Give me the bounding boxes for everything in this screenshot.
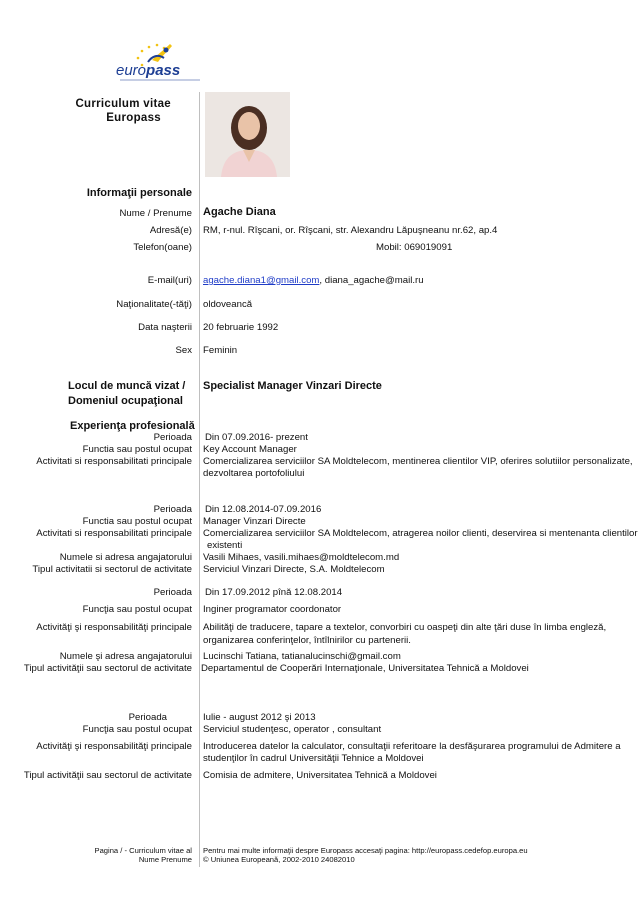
target-job-label-line2: Domeniul ocupaţional [68, 395, 183, 407]
job1-activity-label: Activitati si responsabilitati principale [36, 456, 192, 467]
job1-position-label: Functia sau postul ocupat [82, 444, 192, 455]
job4-position-label: Funcţia sau postul ocupat [82, 724, 192, 735]
job2-period: Din 12.08.2014-07.09.2016 [205, 504, 322, 515]
job3-position: Inginer programator coordonator [203, 604, 342, 615]
email-value [203, 275, 623, 286]
logo-text-euro: euro [116, 62, 147, 79]
job4-activity-label: Activităţi şi responsabilităţi principale [36, 741, 192, 752]
job4-sector: Comisia de admitere, Universitatea Tehnică a Moldovei [203, 770, 437, 781]
job2-activity-line2: existenti [207, 540, 243, 551]
section-experience: Experienţa profesională [70, 420, 195, 432]
job3-period: Din 17.09.2012 pînă 12.08.2014 [205, 587, 343, 598]
footer-right-line1: Pentru mai multe informaţii despre Europass accesaţi pagina: http://europass.cedefop.europa.eu [203, 846, 528, 855]
job4-activity-line2: studenţilor în cadrul Universităţii Tehnice a Moldovei [203, 753, 424, 764]
job4-position: Serviciul studenţesc, operator , consultant [203, 724, 382, 735]
name-label: Nume / Prenume [119, 208, 192, 219]
birth-label: Data naşterii [138, 322, 192, 333]
profile-photo [205, 92, 290, 177]
job2-sector: Serviciul Vinzari Directe, S.A. Moldtelecom [203, 564, 385, 575]
nationality-value: oldoveancă [203, 299, 253, 310]
email-link[interactable]: agache.diana1@gmail.com [203, 275, 320, 286]
job2-position-label: Functia sau postul ocupat [82, 516, 192, 527]
job1-activity-line1: Comercializarea serviciilor SA Moldtelecom, mentinerea clientilor VIP, oferires solutiilor personalizate, [203, 456, 633, 467]
footer-right-line2: © Uniunea Europeană, 2002-2010 24082010 [203, 855, 355, 864]
target-job-value: Specialist Manager Vinzari Directe [203, 380, 382, 392]
address-value: RM, r-nul. Rîşcani, or. Rîşcani, str. Alexandru Lăpuşneanu nr.62, ap.4 [203, 225, 498, 236]
job1-position: Key Account Manager [203, 444, 297, 455]
job4-period-label: Perioada [128, 712, 167, 723]
sex-label: Sex [175, 345, 192, 356]
logo-text-pass: pass [146, 62, 181, 79]
cv-title-line1: Curriculum vitae [75, 98, 171, 110]
job4-sector-label: Tipul activităţii sau sectorul de activitate [23, 770, 192, 781]
job3-employer-label: Numele şi adresa angajatorului [59, 651, 192, 662]
job1-activity-line2: dezvoltarea portofoliului [203, 468, 305, 479]
phone-value: Mobil: 069019091 [376, 242, 453, 253]
job1-period: Din 07.09.2016- prezent [205, 432, 308, 443]
person-photo-icon [205, 92, 290, 177]
job3-activity-line1: Abilităţi de traducere, tapare a textelor, convorbiri cu oaspeţi din alte ţări duse în limba engleză, [203, 622, 607, 633]
job3-sector: Departamentul de Cooperări Internaţionale, Universitatea Tehnică a Moldovei [201, 663, 529, 674]
footer-left-line1: Pagina / - Curriculum vitae al [94, 846, 192, 855]
job1-period-label: Perioada [153, 432, 192, 443]
nationality-label: Naţionalitate(-tăţi) [116, 299, 192, 310]
cv-title-line2: Europass [106, 112, 161, 124]
job3-employer: Lucinschi Tatiana, tatianalucinschi@gmail.com [203, 651, 401, 662]
target-job-label-line1: Locul de muncă vizat / [68, 380, 186, 392]
europass-logo [112, 36, 202, 84]
email-secondary: , diana_agache@mail.ru [319, 275, 424, 286]
job4-activity-line1: Introducerea datelor la calculator, consultaţii referitoare la desfăşurarea programului de Admitere a [203, 741, 621, 752]
column-divider [199, 92, 200, 867]
section-personal-info: Informaţii personale [86, 187, 192, 199]
job3-period-label: Perioada [153, 587, 192, 598]
job2-sector-label: Tipul activitatii si sectorul de activitate [32, 564, 192, 575]
job2-employer: Vasili Mihaes, vasili.mihaes@moldtelecom.md [203, 552, 400, 563]
address-label: Adresă(e) [149, 225, 192, 236]
job3-activity-label: Activităţi şi responsabilităţi principale [36, 622, 192, 633]
job2-activity-line1: Comercializarea serviciilor SA Moldtelecom, atragerea noilor clienti, deservirea si mentenanta clientilor [203, 528, 638, 539]
birth-value: 20 februarie 1992 [203, 322, 279, 333]
job2-position: Manager Vinzari Directe [203, 516, 306, 527]
job3-activity-line2: organizarea conferinţelor, întîlnirilor cu partenerii. [203, 635, 411, 646]
job2-employer-label: Numele si adresa angajatorului [59, 552, 192, 563]
job3-position-label: Funcţia sau postul ocupat [82, 604, 192, 615]
sex-value: Feminin [203, 345, 238, 356]
phone-label: Telefon(oane) [133, 242, 192, 253]
email-label: E-mail(uri) [147, 275, 192, 286]
name-value: Agache Diana [203, 206, 276, 218]
job3-sector-label: Tipul activităţii sau sectorul de activitate [23, 663, 192, 674]
job2-period-label: Perioada [153, 504, 192, 515]
job4-period: Iulie - august 2012 şi 2013 [203, 712, 316, 723]
job2-activity-label: Activitati si responsabilitati principale [36, 528, 192, 539]
footer-left-line2: Nume Prenume [138, 855, 192, 864]
